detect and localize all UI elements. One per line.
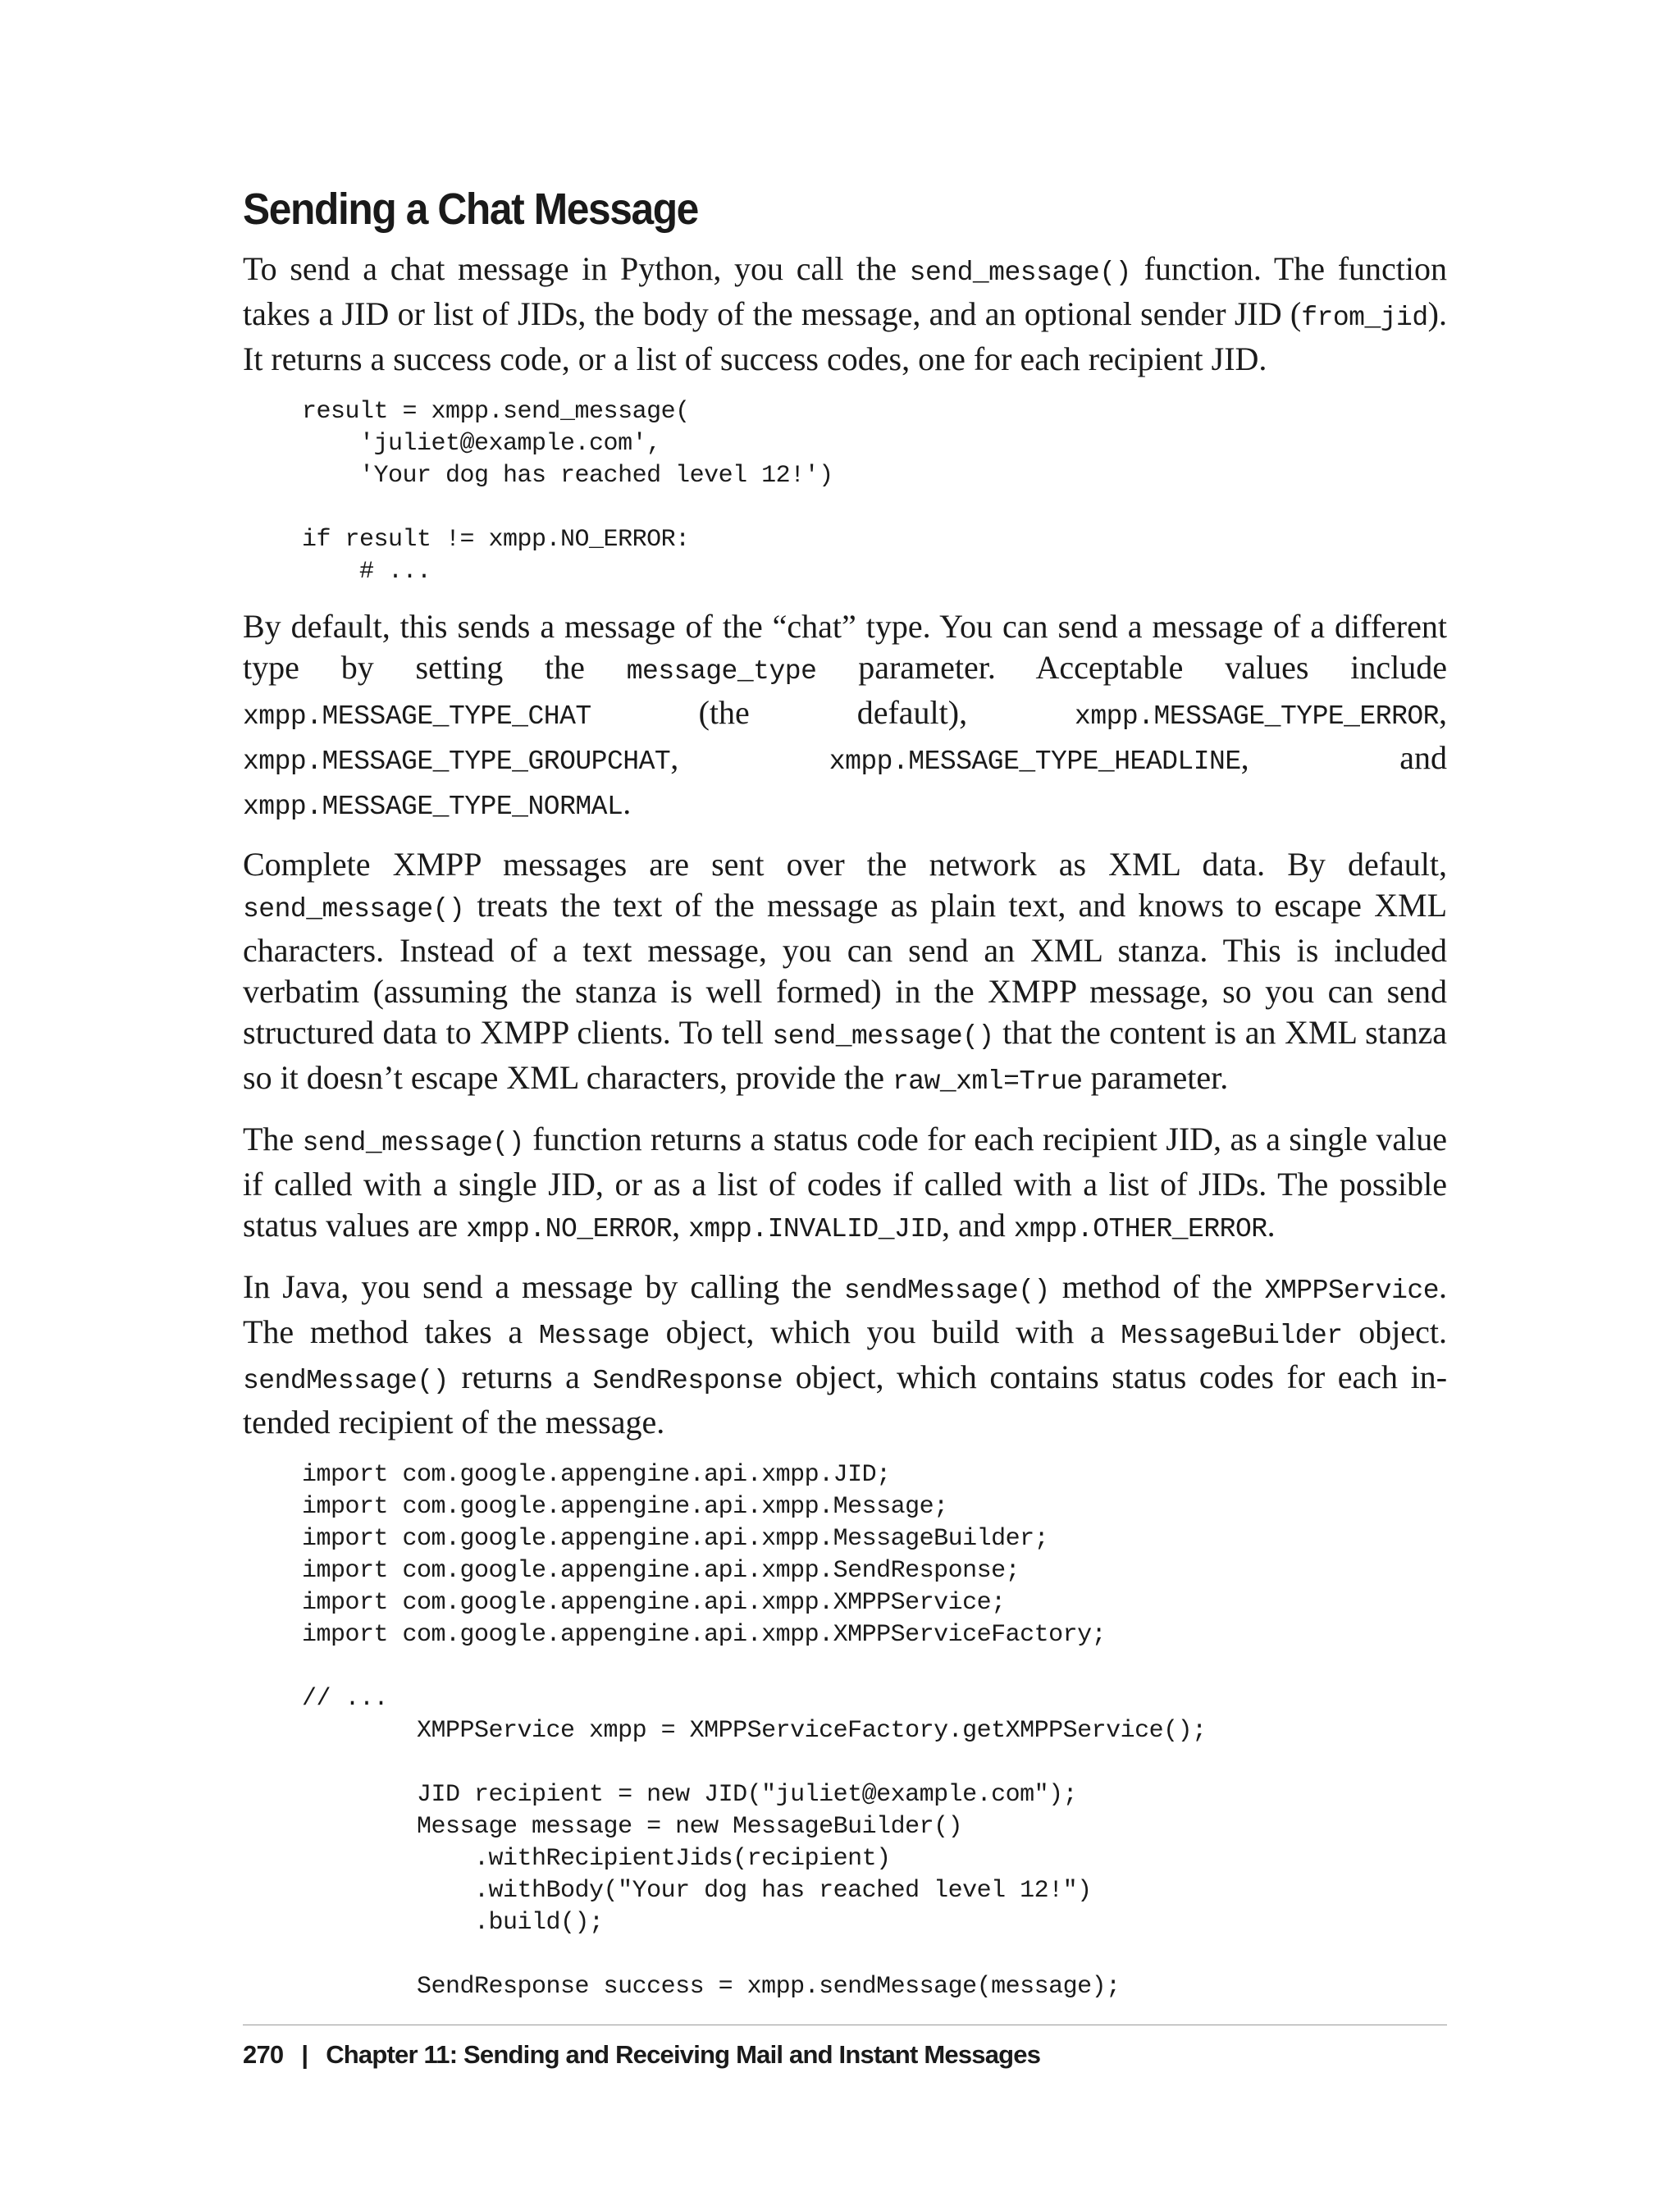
inline-code: xmpp.MESSAGE_TYPE_NORMAL [243, 792, 623, 822]
page-number: 270 [243, 2040, 284, 2069]
text-run: The [243, 1121, 303, 1157]
text-run: In Java, you send a message by calling the [243, 1268, 844, 1305]
text-run: function. The function takes a JID or list of JIDs, the body of the message, and an optional sender JID ( [243, 250, 1447, 332]
text-run: , and [1240, 739, 1447, 776]
text-run: . [1267, 1207, 1276, 1244]
inline-code: SendResponse [592, 1366, 783, 1396]
chapter-title: Chapter 11: Sending and Receiving Mail and Instant Messages [326, 2040, 1041, 2069]
text-run: . [623, 784, 632, 821]
text-run: that the content is an XML stanza so it doesn’t escape XML characters, provide the [243, 1014, 1448, 1096]
inline-code: Message [538, 1321, 650, 1351]
inline-code: raw_xml=True [892, 1066, 1083, 1097]
text-run: object, which you build with a [649, 1313, 1121, 1350]
text-run: method of the [1049, 1268, 1265, 1305]
inline-code: send_message() [243, 894, 465, 924]
text-run: (the default), [591, 694, 1075, 731]
paragraph-java-intro [243, 1267, 1447, 1443]
inline-code: sendMessage() [243, 1366, 449, 1396]
inline-code: send_message() [772, 1021, 994, 1052]
inline-code: xmpp.MESSAGE_TYPE_ERROR [1075, 701, 1439, 732]
inline-code: xmpp.NO_ERROR [466, 1214, 673, 1244]
inline-code: xmpp.MESSAGE_TYPE_CHAT [243, 701, 591, 732]
paragraph-status-codes [243, 1119, 1447, 1250]
inline-code: xmpp.OTHER_ERROR [1013, 1214, 1267, 1244]
text-run: object. [1342, 1313, 1447, 1350]
text-run: function returns a status code for each recipient JID, as a single value if called with a single JID, or as a list of codes if called with a list of JIDs. The possible status values are [243, 1121, 1448, 1244]
paragraph-message-types [243, 606, 1447, 828]
inline-code: MessageBuilder [1121, 1321, 1343, 1351]
paragraph-xml-stanza [243, 844, 1447, 1102]
text-run: treats the text of the message as plain text, and knows to escape XML characters. Instead of a text message, you can send an XML stanza. This is included verbatim (assuming the stanza is well formed) in the XMPP message, so you can send structured data to XMPP clients. To tell [243, 887, 1447, 1051]
page-content [243, 176, 1447, 2021]
text-run: , and [941, 1207, 1014, 1244]
inline-code: message_type [626, 656, 817, 687]
code-block-python: result = xmpp.send_message( 'juliet@example.com', 'Your dog has reached level 12!') if result != xmpp.NO_ERROR: # ... [302, 398, 833, 586]
inline-code: sendMessage() [843, 1276, 1050, 1306]
code-block-java: import com.google.appengine.api.xmpp.JID; import com.google.appengine.api.xmpp.Message; import com.google.appengine.api.xmpp.MessageBuilder; import com.google.appengine.api.xmpp.SendResponse; import com.google.appengine.api.xmpp.XMPPService; import com.google.appengine.api.xmpp.XMPPServiceFactory; // ... XMPPService xmpp = XMPPServiceFactory.getXMPPService(); JID recipient = new JID("juliet@example.com"); Message message = new MessageBuilder() .withRecipientJids(recipient) .withBody("Your dog has reached level 12!") .build(); SendResponse success = xmpp.sendMessage(message); [302, 1461, 1207, 2001]
inline-code: xmpp.INVALID_JID [688, 1214, 942, 1244]
text-run: parameter. Acceptable values include [816, 649, 1447, 686]
text-run: object, which contains status codes for each intended recipient of the message. [243, 1358, 1448, 1440]
text-run: returns a [448, 1358, 593, 1395]
text-run: , [672, 1207, 689, 1244]
text-run: Complete XMPP messages are sent over the network as XML data. By default, [243, 846, 1447, 883]
inline-code: XMPPService [1264, 1276, 1439, 1306]
section-heading: Sending a Chat Message [243, 185, 698, 234]
text-run: , [670, 739, 829, 776]
text-run: To send a chat message in Python, you call the [243, 250, 910, 287]
text-run: , [1439, 694, 1447, 731]
page-footer [243, 2037, 1040, 2073]
inline-code: xmpp.MESSAGE_TYPE_GROUPCHAT [243, 746, 671, 777]
footer-separator: | [301, 2040, 308, 2069]
inline-code: from_jid [1301, 303, 1428, 333]
paragraph-python-intro [243, 249, 1447, 380]
text-run: . The method takes a [243, 1268, 1447, 1350]
text-run: By default, this sends a message of the “chat” type. You can send a message of a different type by setting the [243, 608, 1447, 686]
text-run: ). It returns a success code, or a list of success codes, one for each recipient JID. [243, 295, 1447, 377]
text-run: parameter. [1082, 1059, 1229, 1096]
inline-code: send_message() [909, 258, 1131, 288]
inline-code: xmpp.MESSAGE_TYPE_HEADLINE [829, 746, 1241, 777]
inline-code: send_message() [302, 1128, 524, 1158]
